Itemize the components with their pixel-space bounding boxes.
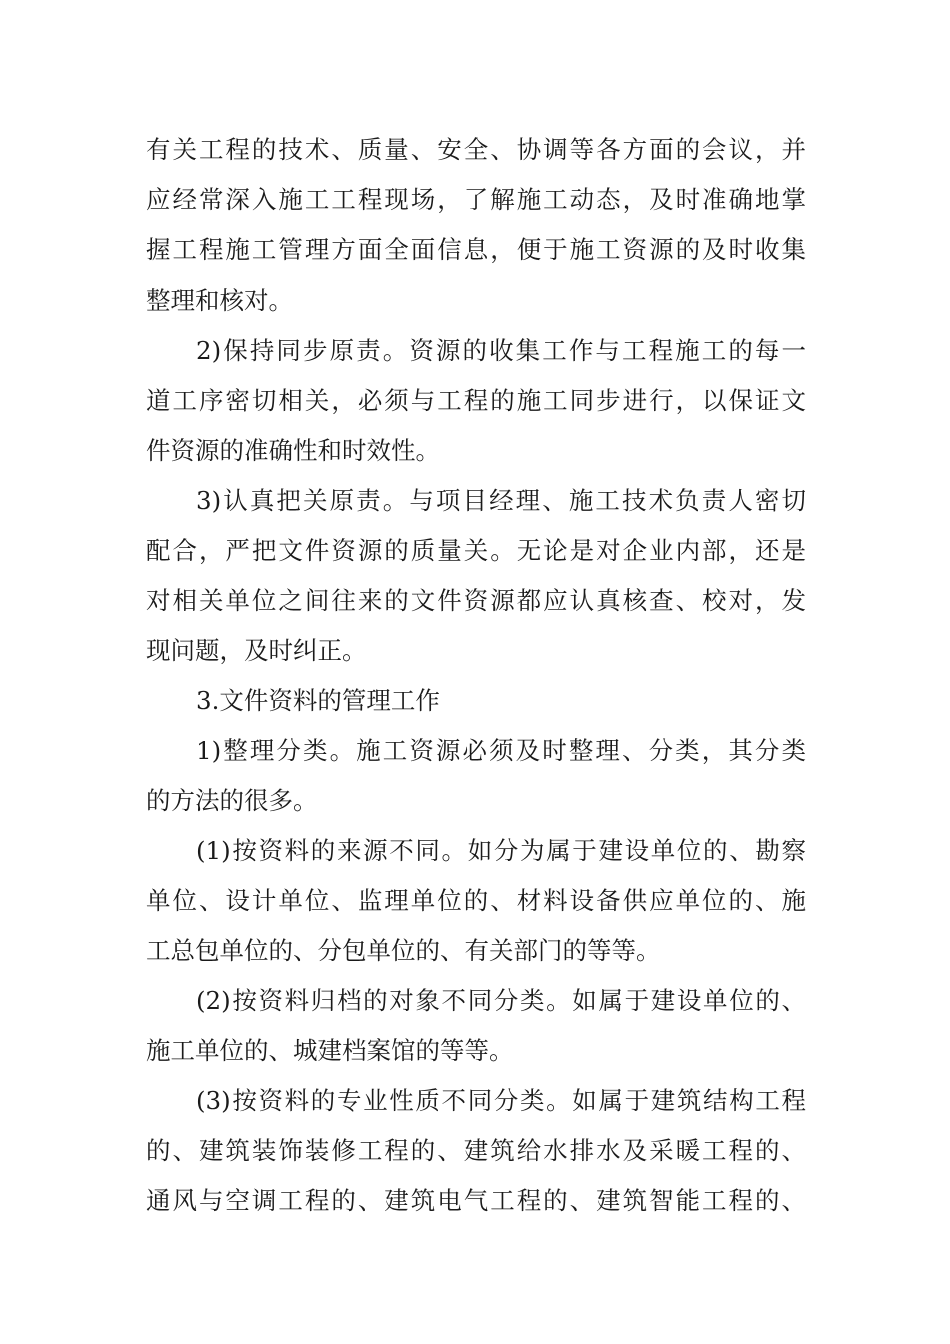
text-line: 配合，严把文件资源的质量关。无论是对企业内部，还是	[146, 536, 806, 565]
text-line: 道工序密切相关，必须与工程的施工同步进行，以保证文	[146, 386, 806, 415]
section-heading: 3.文件资料的管理工作	[196, 686, 440, 715]
text-line: 单位、设计单位、监理单位的、材料设备供应单位的、施	[146, 886, 806, 915]
text-line: 的、建筑装饰装修工程的、建筑给水排水及采暖工程的、	[146, 1136, 806, 1165]
text-line: 握工程施工管理方面全面信息，便于施工资源的及时收集	[146, 235, 806, 264]
text-line: 件资源的准确性和时效性。	[146, 436, 440, 465]
text-line: 整理和核对。	[146, 286, 293, 315]
text-line: 3)认真把关原责。与项目经理、施工技术负责人密切	[196, 486, 806, 515]
text-line: 2)保持同步原责。资源的收集工作与工程施工的每一	[196, 336, 806, 365]
text-line: 的方法的很多。	[146, 786, 318, 815]
text-line: 现问题，及时纠正。	[146, 636, 367, 665]
text-line: 通风与空调工程的、建筑电气工程的、建筑智能工程的、	[146, 1186, 806, 1215]
text-line: 对相关单位之间往来的文件资源都应认真核查、校对，发	[146, 586, 806, 615]
text-line: (1)按资料的来源不同。如分为属于建设单位的、勘察	[196, 836, 806, 865]
text-line: 施工单位的、城建档案馆的等等。	[146, 1036, 514, 1065]
text-line: 1)整理分类。施工资源必须及时整理、分类，其分类	[196, 736, 806, 765]
text-line: 工总包单位的、分包单位的、有关部门的等等。	[146, 936, 661, 965]
text-line: (2)按资料归档的对象不同分类。如属于建设单位的、	[196, 986, 806, 1015]
text-line: (3)按资料的专业性质不同分类。如属于建筑结构工程	[196, 1086, 806, 1115]
text-line: 应经常深入施工工程现场，了解施工动态，及时准确地掌	[146, 185, 806, 214]
text-line: 有关工程的技术、质量、安全、协调等各方面的会议，并	[146, 135, 806, 164]
